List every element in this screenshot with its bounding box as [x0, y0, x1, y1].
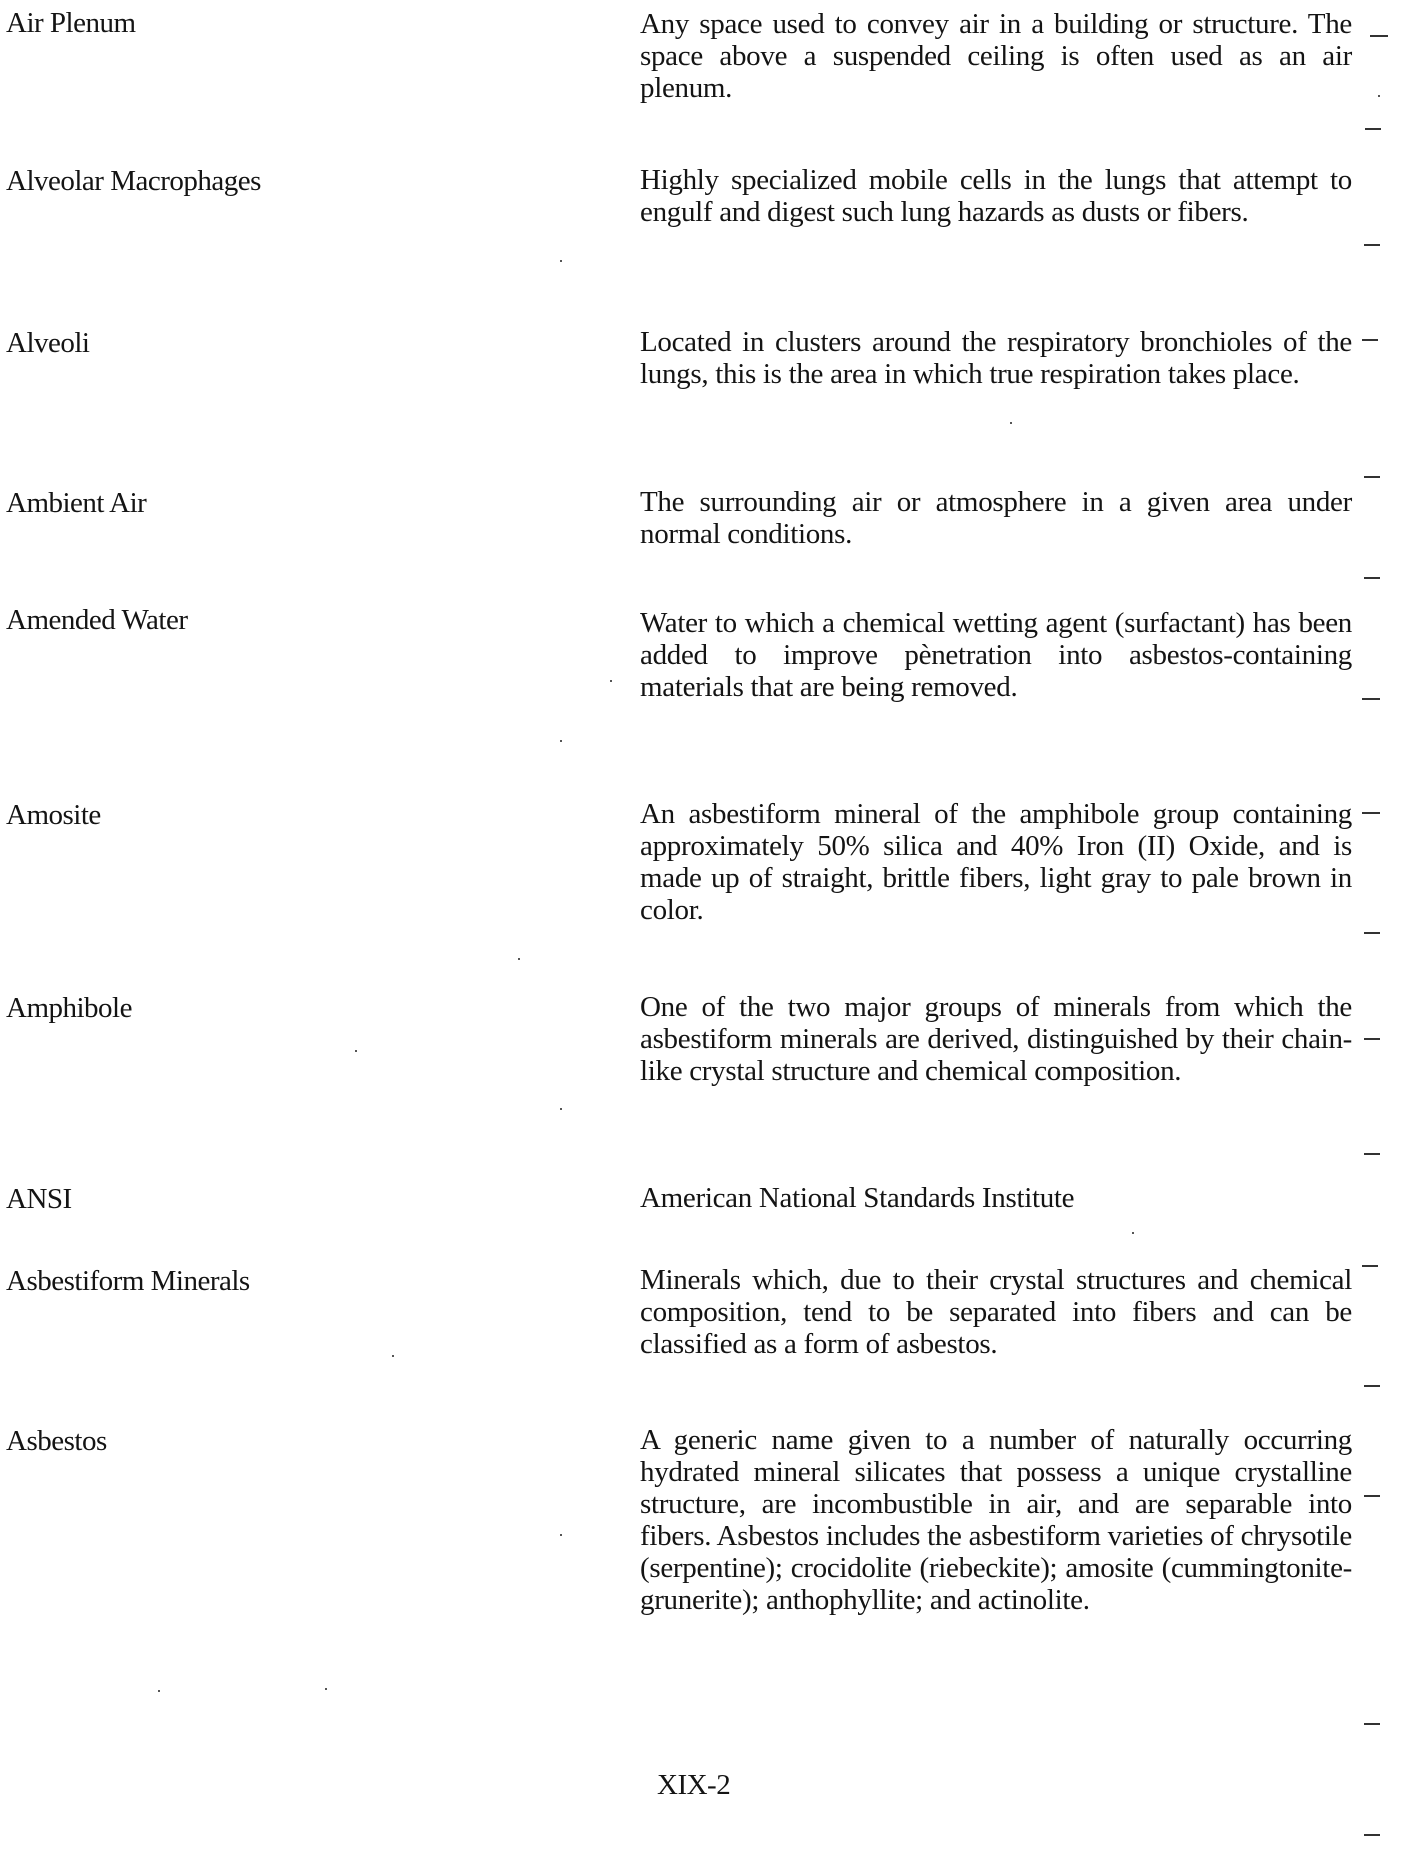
page-number: XIX-2: [657, 1769, 731, 1801]
scan-mark: [1364, 1385, 1380, 1387]
glossary-term: Alveoli: [6, 327, 90, 359]
glossary-term: Amphibole: [6, 992, 132, 1024]
glossary-definition: Located in clusters around the respiratory bronchioles of the lungs, this is the area in which true respiration takes place.: [640, 326, 1352, 390]
scan-dot: [1010, 422, 1012, 424]
scan-dot: [392, 1355, 394, 1357]
glossary-definition: Water to which a chemical wetting agent (surfactant) has been added to improve pènetration into asbestos-containing materials that are being removed.: [640, 607, 1352, 703]
scan-mark: [1362, 339, 1378, 341]
scan-dot: [560, 1108, 562, 1110]
scan-mark: [1364, 244, 1380, 246]
glossary-definition: Any space used to convey air in a building or structure. The space above a suspended ceiling is often used as an air plenum.: [640, 8, 1352, 104]
glossary-definition: One of the two major groups of minerals from which the asbestiform minerals are derived, distinguished by their chain-like crystal structure and chemical composition.: [640, 991, 1352, 1087]
glossary-definition: American National Standards Institute: [640, 1182, 1075, 1214]
scan-mark: [1370, 35, 1388, 37]
glossary-term: Alveolar Macrophages: [6, 165, 261, 197]
scan-mark: [1364, 577, 1380, 579]
scan-mark: [1365, 128, 1381, 130]
scan-dot: [325, 1688, 327, 1690]
scan-mark: [1362, 1265, 1378, 1267]
scan-mark: [1364, 1834, 1380, 1836]
scan-dot: [1378, 95, 1380, 97]
glossary-term: Asbestiform Minerals: [6, 1265, 250, 1297]
scan-mark: [1362, 698, 1380, 700]
scan-dot: [355, 1050, 357, 1052]
scan-dot: [158, 1690, 160, 1692]
scan-dot: [560, 1534, 562, 1536]
scan-dot: [1132, 1232, 1134, 1234]
glossary-term: Asbestos: [6, 1425, 107, 1457]
glossary-term: Ambient Air: [6, 487, 147, 519]
glossary-definition: Minerals which, due to their crystal structures and chemical composition, tend to be separated into fibers and can be classified as a form of asbestos.: [640, 1264, 1352, 1360]
scan-mark: [1362, 812, 1380, 814]
glossary-definition: An asbestiform mineral of the amphibole group containing approximately 50% silica and 40% Iron (II) Oxide, and is made up of straight, brittle fibers, light gray to pale brown in color.: [640, 798, 1352, 926]
scan-mark: [1364, 1038, 1380, 1040]
scan-dot: [560, 740, 562, 742]
scan-mark: [1364, 932, 1380, 934]
scan-mark: [1364, 1153, 1380, 1155]
scan-mark: [1364, 1723, 1380, 1725]
glossary-definition: Highly specialized mobile cells in the lungs that attempt to engulf and digest such lung hazards as dusts or fibers.: [640, 164, 1352, 228]
scan-mark: [1364, 1495, 1380, 1497]
glossary-definition: A generic name given to a number of naturally occurring hydrated mineral silicates that possess a unique crystalline structure, are incombustible in air, and are separable into fibers. Asbestos includes the asbestiform varieties of chrysotile (serpentine); crocidolite (riebeckite); amosite (cummingtonite-grunerite); anthophyllite; and actinolite.: [640, 1424, 1352, 1616]
glossary-term: Amended Water: [6, 604, 188, 636]
glossary-term: Amosite: [6, 799, 101, 831]
glossary-definition: The surrounding air or atmosphere in a given area under normal conditions.: [640, 486, 1352, 550]
scan-dot: [518, 958, 520, 960]
glossary-term: Air Plenum: [6, 7, 136, 39]
glossary-term: ANSI: [6, 1183, 72, 1215]
scan-dot: [560, 260, 562, 262]
scan-mark: [1364, 476, 1380, 478]
scan-dot: [610, 680, 612, 682]
